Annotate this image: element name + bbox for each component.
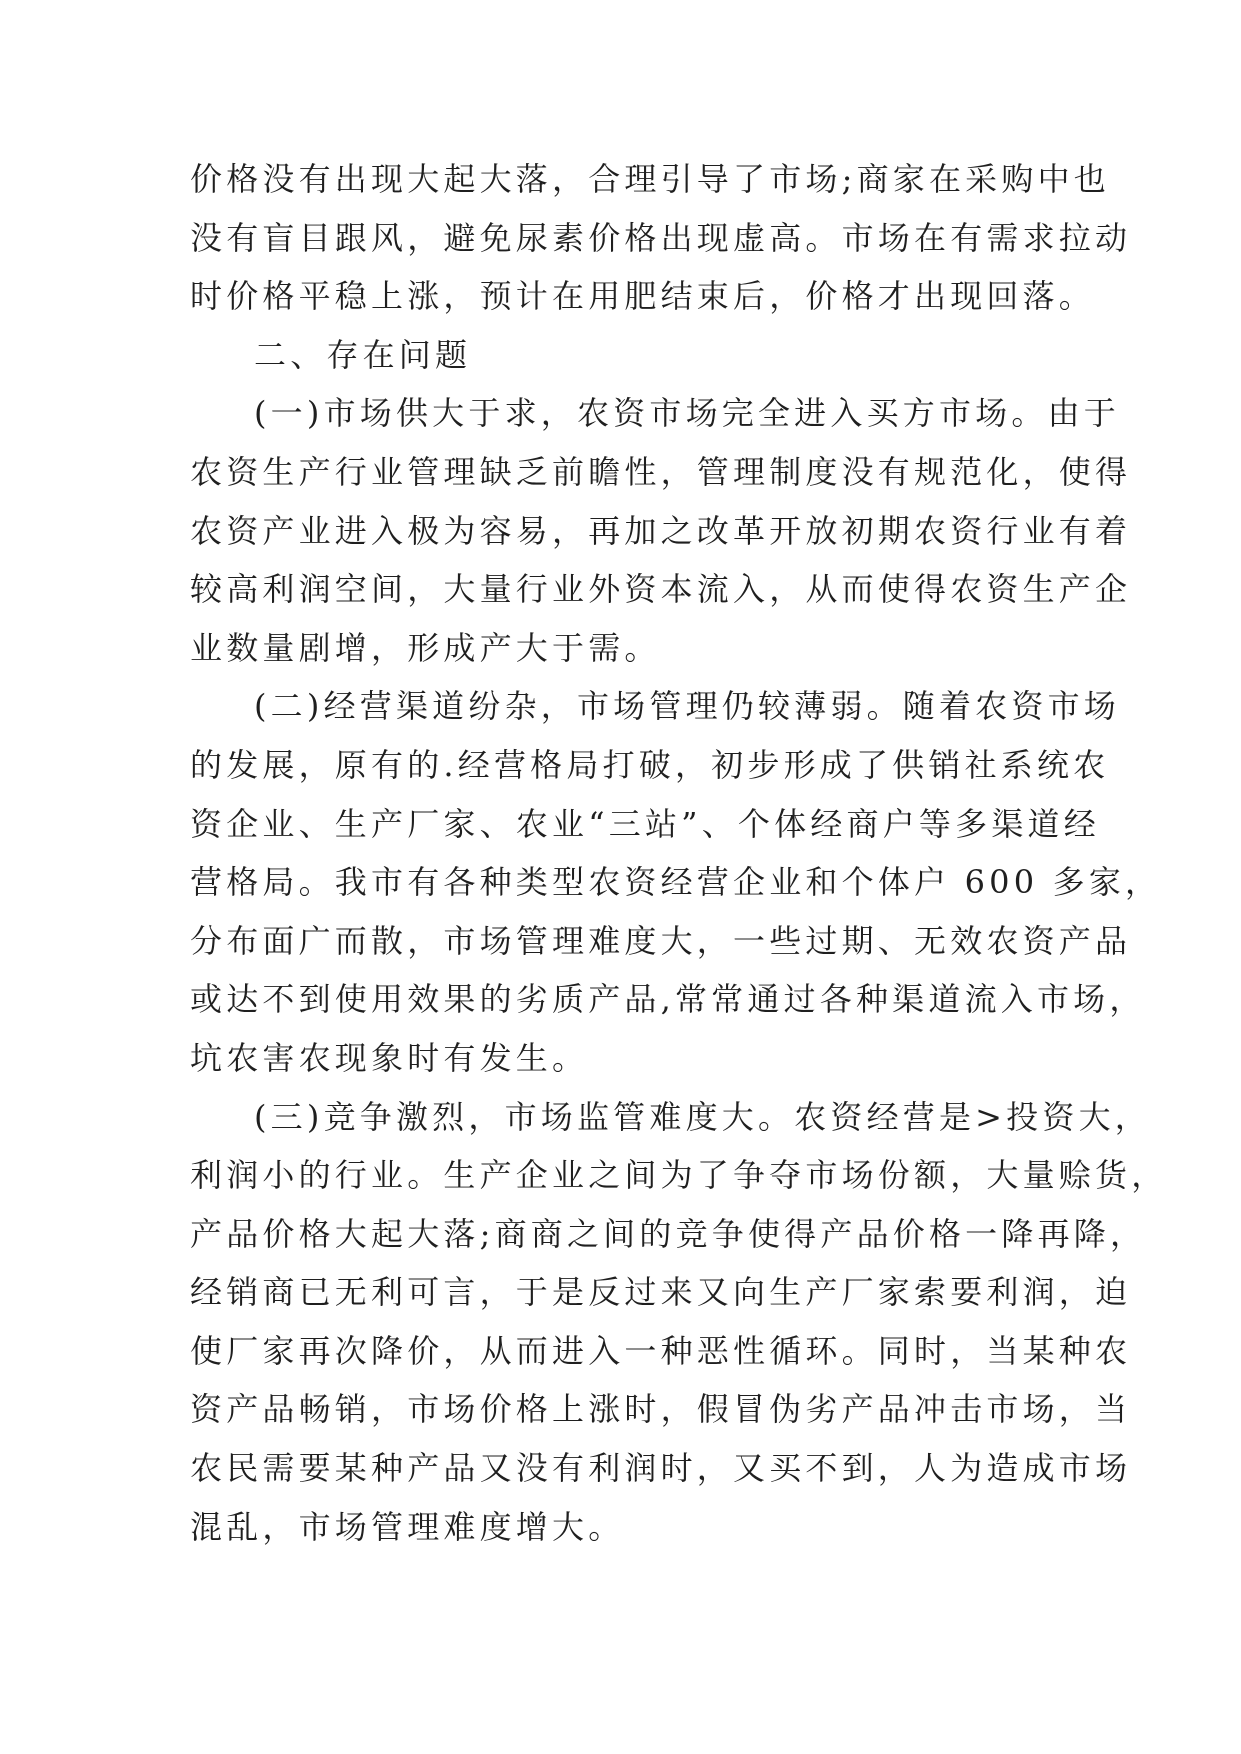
text-line: 使厂家再次降价，从而进入一种恶性循环。同时，当某种农	[190, 1331, 1132, 1370]
text-line: 的发展，原有的.经营格局打破，初步形成了供销社系统农	[190, 745, 1110, 784]
text-line: 农民需要某种产品又没有利润时，又买不到，人为造成市场	[190, 1449, 1132, 1488]
paragraph-start-line: (二)经营渠道纷杂，市场管理仍较薄弱。随着农资市场	[254, 687, 1120, 726]
text-line: 较高利润空间，大量行业外资本流入，从而使得农资生产企	[190, 570, 1132, 609]
text-line: 价格没有出现大起大落，合理引导了市场;商家在采购中也	[190, 160, 1110, 198]
text-line: 坑农害农现象时有发生。	[190, 1038, 589, 1077]
text-line: 资产品畅销，市场价格上涨时，假冒伪劣产品冲击市场，当	[190, 1390, 1132, 1429]
text-line: 农资产业进入极为容易，再加之改革开放初期农资行业有着	[190, 511, 1132, 550]
text-line: 时价格平稳上涨，预计在用肥结束后，价格才出现回落。	[190, 277, 1096, 316]
text-line: 业数量剧增，形成产大于需。	[190, 628, 661, 667]
text-line: 或达不到使用效果的劣质产品,常常通过各种渠道流入市场，	[190, 980, 1146, 1019]
paragraph-start-line: 二、存在问题	[254, 335, 472, 374]
text-line: 营格局。我市有各种类型农资经营企业和个体户 600 多家，	[190, 863, 1162, 902]
text-line: 经销商已无利可言，于是反过来又向生产厂家索要利润，迫	[190, 1273, 1132, 1312]
text-line: 分布面广而散，市场管理难度大，一些过期、无效农资产品	[190, 921, 1132, 960]
document-body	[190, 150, 1168, 1556]
text-line: 产品价格大起大落;商商之间的竞争使得产品价格一降再降，	[190, 1214, 1147, 1253]
text-line: 混乱，市场管理难度增大。	[190, 1507, 625, 1546]
text-line: 资企业、生产厂家、农业“三站”、个体经商户等多渠道经	[190, 804, 1100, 843]
paragraph-start-line: (一)市场供大于求，农资市场完全进入买方市场。由于	[254, 394, 1120, 433]
text-line: 利润小的行业。生产企业之间为了争夺市场份额，大量赊货，	[190, 1156, 1168, 1195]
text-line: 没有盲目跟风，避免尿素价格出现虚高。市场在有需求拉动	[190, 218, 1132, 257]
paragraph-start-line: (三)竞争激烈，市场监管难度大。农资经营是>投资大，	[254, 1097, 1151, 1136]
text-line: 农资生产行业管理缺乏前瞻性，管理制度没有规范化，使得	[190, 452, 1132, 491]
